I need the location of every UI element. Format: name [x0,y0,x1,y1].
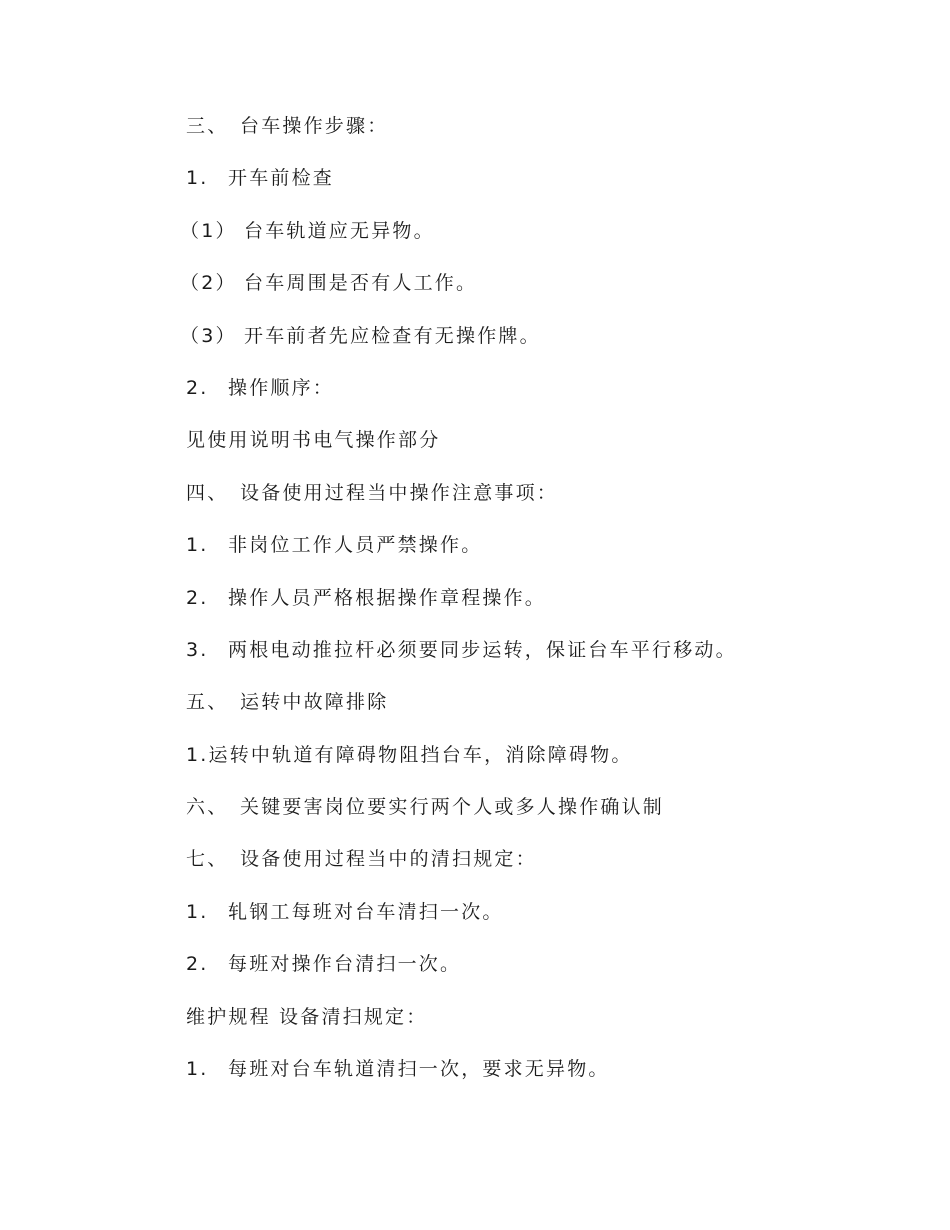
item-text: 非岗位工作人员严禁操作。 [228,534,483,557]
section-title: 设备使用过程当中操作注意事项： [240,481,559,504]
section-heading [186,793,886,845]
numbered-item [186,374,886,426]
numbered-item [186,164,886,216]
numbered-item [186,531,886,583]
item-text: 两根电动推拉杆必须要同步运转，保证台车平行移动。 [228,638,737,661]
paragraph [186,426,886,478]
item-text: 每班对台车轨道清扫一次，要求无异物。 [228,1058,610,1081]
item-text: 操作顺序： [228,376,335,399]
section-heading [186,688,886,740]
item-text: 每班对操作台清扫一次。 [228,953,462,976]
sub-item [180,217,886,269]
paragraph-text: 维护规程 设备清扫规定： [186,1005,428,1028]
section-heading [186,112,886,164]
numbered-item [186,1055,886,1107]
sub-item [180,322,886,374]
item-number: 1. [186,167,209,190]
section-title: 关键要害岗位要实行两个人或多人操作确认制 [240,796,665,819]
section-marker: 五、 [186,691,229,714]
paragraph [186,1003,886,1055]
section-title: 台车操作步骤： [240,115,389,137]
numbered-item [186,584,886,636]
section-heading [186,845,886,897]
sub-item [180,269,886,321]
numbered-item [186,898,886,950]
item-number: 1. [186,1058,209,1081]
item-number: 2. [186,376,209,399]
section-title: 运转中故障排除 [240,691,389,714]
item-number: 1. [186,534,209,557]
section-marker: 七、 [186,848,229,871]
sub-item-text: 开车前者先应检查有无操作牌。 [244,324,541,347]
item-number: 2. [186,953,209,976]
item-number: 2. [186,586,209,609]
sub-item-marker: （2） [180,272,237,295]
section-title: 设备使用过程当中的清扫规定： [240,848,537,871]
paragraph [186,741,886,793]
sub-item-text: 台车轨道应无异物。 [244,219,435,242]
sub-item-marker: （1） [180,219,237,242]
section-marker: 六、 [186,796,229,819]
item-number: 3. [186,638,209,661]
paragraph-text: 1.运转中轨道有障碍物阻挡台车，消除障碍物。 [186,743,633,766]
paragraph-text: 见使用说明书电气操作部分 [186,429,441,452]
numbered-item [186,950,886,1002]
item-text: 轧钢工每班对台车清扫一次。 [228,900,504,923]
section-heading [186,479,886,531]
document-body [180,112,886,1107]
numbered-item [186,636,886,688]
sub-item-text: 台车周围是否有人工作。 [244,272,478,295]
item-text: 操作人员严格根据操作章程操作。 [228,586,547,609]
section-marker: 三、 [186,115,229,137]
item-text: 开车前检查 [228,167,335,190]
section-marker: 四、 [186,481,229,504]
item-number: 1. [186,900,209,923]
sub-item-marker: （3） [180,324,237,347]
